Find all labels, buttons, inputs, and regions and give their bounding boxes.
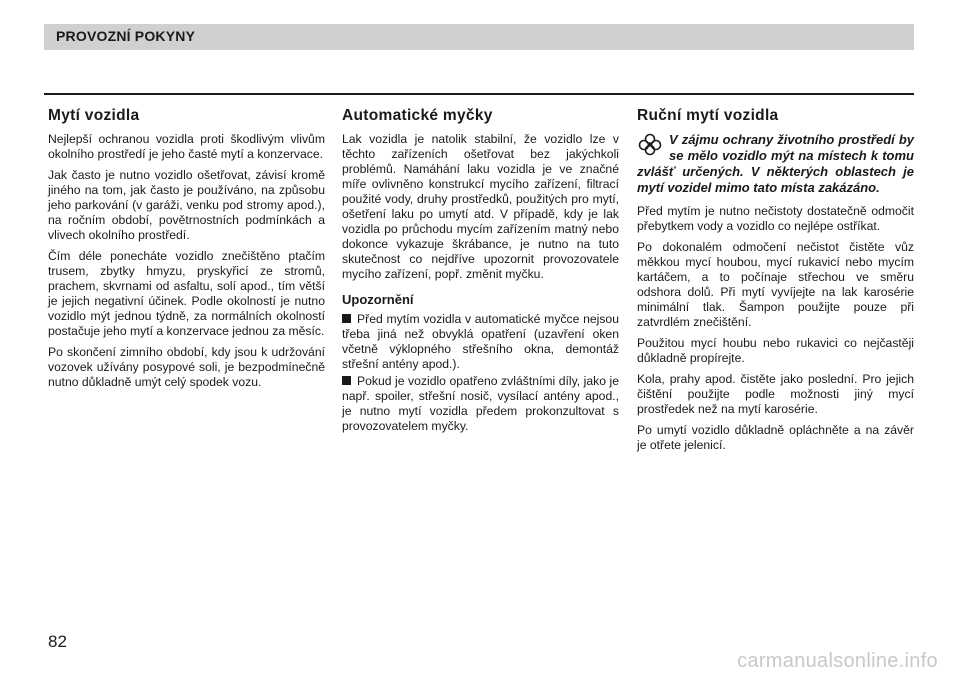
- section-header-bar: [44, 24, 914, 50]
- square-bullet-icon: [342, 376, 351, 385]
- watermark: carmanualsonline.info: [737, 650, 938, 672]
- note-text: Pokud je vozidlo opatřeno zvláštními díly, jako je např. spoiler, střešní nosič, vysílací antény apod., je nutno mytí vozidla předem prokonzultovat s provozovatelem myčky.: [342, 374, 619, 433]
- note-list: [342, 312, 619, 434]
- note-text: Před mytím vozidla v automatické myčce nejsou třeba jiná než obvyklá opatření (uzavření oken včetně výklopného střešního okna, demontáž střešní antény apod.).: [342, 312, 619, 371]
- paragraph: Po umytí vozidlo důkladně opláchněte a na závěr je otřete jelenicí.: [637, 423, 914, 452]
- environment-flower-icon: [637, 133, 663, 157]
- environment-note: [637, 132, 914, 196]
- heading-automatic-wash: Automatické myčky: [342, 107, 493, 124]
- paragraph: Použitou mycí houbu nebo rukavici co nejčastěji důkladně propírejte.: [637, 336, 914, 365]
- heading-hand-wash: Ruční mytí vozidla: [637, 107, 779, 124]
- horizontal-rule: [44, 93, 914, 95]
- paragraph: Kola, prahy apod. čistěte jako poslední. Pro jejich čištění použijte podle možnosti jiný mycí prostředek než na mytí karosérie.: [637, 372, 914, 416]
- heading-note: Upozornění: [342, 292, 414, 307]
- note-item: [342, 312, 619, 372]
- column-hand-wash: [637, 107, 914, 459]
- note-item: [342, 374, 619, 434]
- page-number: 82: [48, 632, 67, 651]
- paragraph: Nejlepší ochranou vozidla proti škodlivým vlivům okolního prostředí je jeho časté mytí a konzervace.: [48, 132, 325, 161]
- paragraph: Jak často je nutno vozidlo ošetřovat, závisí kromě jiného na tom, jak často je používáno, na způsobu jeho parkování (v garáži, venku pod stromy apod.), na ročním období, povětrnostních podmínkách a vlivech okolního prostředí.: [48, 168, 325, 242]
- paragraph: Po skončení zimního období, kdy jsou k udržování vozovek užívány posypové soli, je bezpodmínečně nutno důkladně umýt celý spodek vozu.: [48, 345, 325, 389]
- paragraph: Lak vozidla je natolik stabilní, že vozidlo lze v těchto zařízeních ošetřovat bez jakýchkoli problémů. Namáhání laku vozidla je ve značné míře ovlivněno konstrukcí mycího zařízení, filtrací použité vody, druhy prostředků, použitých pro mytí, ošetření laku po umytí atd. V případě, kdy je lak vozidla po průchodu mycím zařízením matný nebo dokonce vykazuje škrábance, je nutno na tuto skutečnost co nejdříve upozornit provozovatele mycího zařízení, popř. změnit myčku.: [342, 132, 619, 281]
- column-automatic-wash: [342, 107, 619, 436]
- square-bullet-icon: [342, 314, 351, 323]
- paragraph: Po dokonalém odmočení nečistot čistěte vůz měkkou mycí houbou, mycí rukavicí nebo mycím kartáčem, a to počínaje střechou ve směru odshora dolů. Při mytí vyvíjejte na lak karosérie minimální tlak. Šampon použijte pouze při zatvrdlém znečištění.: [637, 240, 914, 329]
- paragraph: Čím déle ponecháte vozidlo znečištěno ptačím trusem, zbytky hmyzu, pryskyřicí ze stromů, prachem, skvrnami od asfaltu, solí apod., tím větší je jejich negativní účinek. Podle okolností je nutno vozidlo mýt jednou týdně, za normálních okolností postačuje jeho mytí a konzervace jednou za měsíc.: [48, 249, 325, 338]
- heading-washing: Mytí vozidla: [48, 107, 140, 124]
- environment-note-text: V zájmu ochrany životního prostředí by se mělo vozidlo mýt na místech k tomu zvlášť určených. V některých oblastech je mytí vozidel mimo tato místa zakázáno.: [637, 132, 914, 195]
- column-washing: [48, 107, 325, 396]
- section-title: PROVOZNÍ POKYNY: [56, 28, 196, 44]
- paragraph: Před mytím je nutno nečistoty dostatečně odmočit přebytkem vody a vozidlo co nejlépe ostříkat.: [637, 204, 914, 233]
